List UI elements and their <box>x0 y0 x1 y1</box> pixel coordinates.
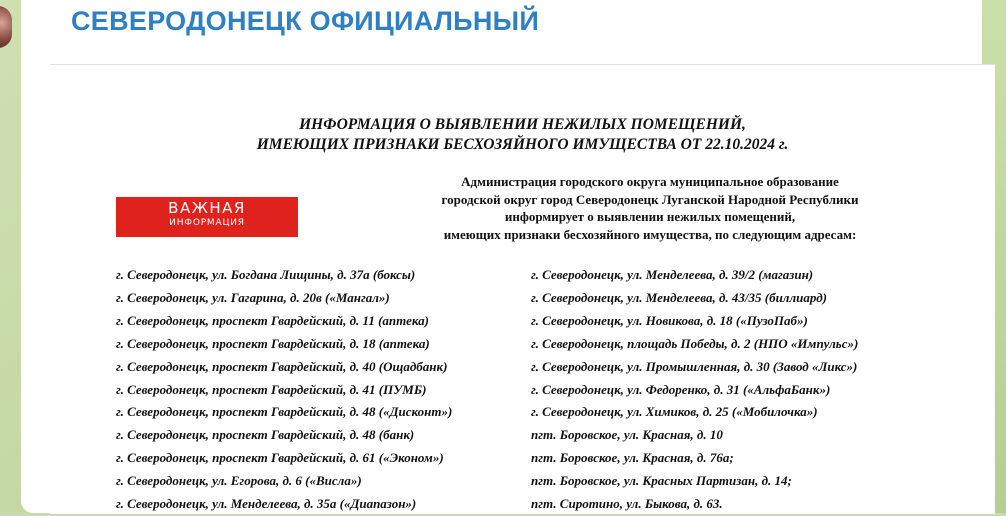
address-list-right <box>531 264 858 516</box>
document-heading-line-2: ИМЕЮЩИХ ПРИЗНАКИ БЕСХОЗЯЙНОГО ИМУЩЕСТВА ОТ 22.10.2024 г. <box>256 136 789 153</box>
address-item: г. Северодонецк, ул. Менделеева, д. 39/2 (магазин) <box>531 267 814 282</box>
address-item: г. Северодонецк, ул. Менделеева, д. 35а («Диапазон») <box>116 496 417 512</box>
address-item: г. Северодонецк, проспект Гвардейский, д. 11 (аптека) <box>116 312 429 328</box>
intro-line: имеющих признаки бесхозяйного имущества, по следующим адресам: <box>443 226 857 242</box>
address-item: г. Северодонецк, проспект Гвардейский, д. 48 (банк) <box>116 427 415 443</box>
document-heading-line-1: ИНФОРМАЦИЯ О ВЫЯВЛЕНИИ НЕЖИЛЫХ ПОМЕЩЕНИЙ, <box>299 116 746 133</box>
address-list-left <box>116 264 452 516</box>
address-item: г. Северодонецк, ул. Гагарина, д. 20в («Мангал») <box>116 289 390 305</box>
address-item: пгт. Сиротино, ул. Быкова, д. 63. <box>531 496 723 512</box>
intro-line: городской округ город Северодонецк Луганской Народной Республики <box>441 191 859 207</box>
address-item: пгт. Боровское, ул. Красных Партизан, д. 14; <box>531 473 792 489</box>
document-heading <box>50 115 995 155</box>
address-item: г. Северодонецк, ул. Богдана Лищины, д. 37а (боксы) <box>116 267 416 282</box>
address-item: г. Северодонецк, ул. Химиков, д. 25 («Мобилочка») <box>531 404 818 420</box>
address-item: г. Северодонецк, проспект Гвардейский, д. 40 (Ощадбанк) <box>116 358 448 374</box>
address-item: г. Северодонецк, ул. Менделеева, д. 43/35 (биллиард) <box>531 289 827 305</box>
address-item: г. Северодонецк, ул. Егорова, д. 6 («Висла») <box>116 473 362 489</box>
address-item: г. Северодонецк, площадь Победы, д. 2 (НПО «Импульс») <box>531 335 859 351</box>
address-item: г. Северодонецк, ул. Промышленная, д. 30 (Завод «Ликс») <box>531 358 858 374</box>
document-image[interactable] <box>50 64 995 514</box>
intro-text <box>350 173 950 243</box>
address-item: пгт. Боровское, ул. Красная, д. 10 <box>531 427 723 443</box>
channel-title[interactable]: СЕВЕРОДОНЕЦК ОФИЦИАЛЬНЫЙ <box>71 6 540 36</box>
address-item: г. Северодонецк, проспект Гвардейский, д. 41 (ПУМБ) <box>116 381 427 397</box>
address-item: пгт. Боровское, ул. Красная, д. 76а; <box>531 450 734 466</box>
address-item: г. Северодонецк, ул. Федоренко, д. 31 («АльфаБанк») <box>531 381 831 397</box>
badge-title: ВАЖНАЯ <box>168 199 246 217</box>
address-item: г. Северодонецк, проспект Гвардейский, д. 18 (аптека) <box>116 335 430 351</box>
address-item: г. Северодонецк, проспект Гвардейский, д. 48 («Дисконт») <box>116 404 453 420</box>
message-bubble <box>21 0 982 513</box>
address-item: г. Северодонецк, проспект Гвардейский, д. 61 («Эконом») <box>116 450 444 466</box>
important-info-badge <box>116 197 298 237</box>
badge-subtitle: ИНФОРМАЦИЯ <box>169 218 245 228</box>
intro-line: Администрация городского округа муниципальное образование <box>461 174 839 189</box>
intro-line: информирует о выявлении нежилых помещений, <box>504 209 796 224</box>
address-item: г. Северодонецк, ул. Новикова, д. 18 («ПузоПаб») <box>531 312 808 328</box>
